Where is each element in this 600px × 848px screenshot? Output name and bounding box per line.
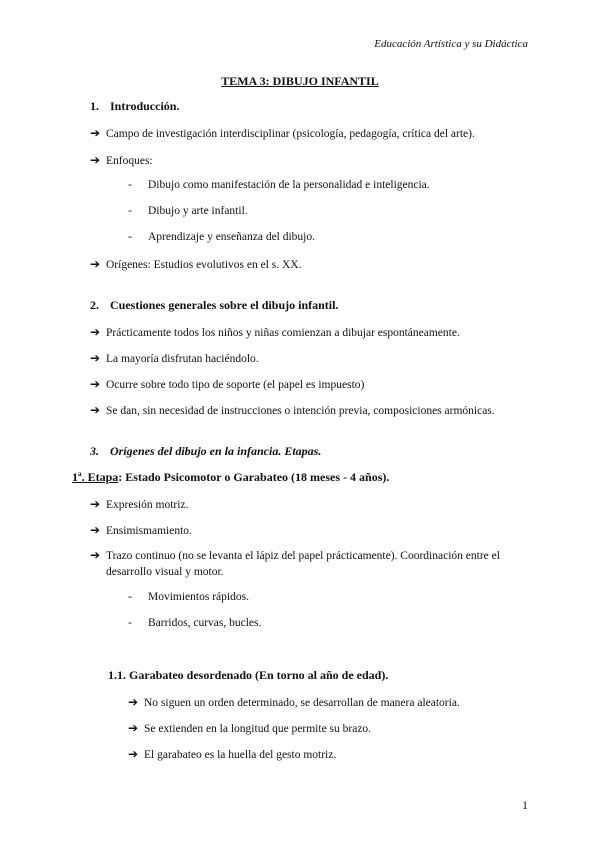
dash-item: - Movimientos rápidos.	[128, 591, 249, 603]
stage-heading	[72, 470, 389, 485]
dash-bullet-icon: -	[128, 617, 132, 629]
dash-item: - Barridos, curvas, bucles.	[128, 617, 262, 629]
dash-item: - Dibujo y arte infantil.	[128, 205, 248, 217]
section-title: Cuestiones generales sobre el dibujo infantil.	[110, 298, 339, 312]
section-number: 2.	[90, 298, 99, 312]
arrow-bullet-icon: ➔	[90, 548, 101, 562]
arrow-bullet-icon: ➔	[90, 497, 101, 511]
page-number: 1	[522, 798, 528, 812]
section-title: Orígenes del dibujo en la infancia. Etapas.	[110, 444, 322, 458]
arrow-bullet-icon: ➔	[90, 325, 101, 339]
arrow-bullet-icon: ➔	[90, 403, 101, 417]
dash-item: - Aprendizaje y enseñanza del dibujo.	[128, 231, 316, 243]
section-heading	[90, 298, 338, 313]
dash-bullet-icon: -	[128, 179, 132, 191]
arrow-bullet-icon: ➔	[90, 523, 101, 537]
page-header: Educación Artística y su Didáctica	[374, 38, 528, 50]
bullet-item: ➔ La mayoría disfrutan haciéndolo.	[90, 351, 259, 365]
section-heading	[90, 99, 179, 114]
bullet-item: ➔ Ocurre sobre todo tipo de soporte (el papel es impuesto)	[90, 377, 365, 391]
dash-bullet-icon: -	[128, 205, 132, 217]
bullet-item: ➔ Campo de investigación interdisciplinar (psicología, pedagogía, crítica del arte).	[90, 126, 475, 140]
arrow-bullet-icon: ➔	[128, 721, 139, 735]
bullet-item: ➔ Orígenes: Estudios evolutivos en el s. XX.	[90, 257, 302, 271]
section-title: Introducción.	[110, 99, 180, 113]
arrow-bullet-icon: ➔	[90, 126, 101, 140]
arrow-bullet-icon: ➔	[90, 257, 101, 271]
section-heading	[90, 444, 321, 459]
arrow-bullet-icon: ➔	[90, 351, 101, 365]
bullet-item: ➔ Prácticamente todos los niños y niñas comienzan a dibujar espontáneamente.	[90, 325, 460, 339]
stage-label: 1ª. Etapa	[72, 470, 119, 484]
arrow-bullet-icon: ➔	[90, 153, 101, 167]
bullet-item: ➔ Se dan, sin necesidad de instrucciones o intención previa, composiciones armónicas.	[90, 403, 495, 417]
document-title: TEMA 3: DIBUJO INFANTIL	[221, 74, 379, 88]
bullet-item: ➔ Expresión motriz.	[90, 497, 189, 511]
subsection-heading: 1.1. Garabateo desordenado (En torno al año de edad).	[108, 668, 389, 682]
bullet-item: ➔ El garabateo es la huella del gesto motriz.	[128, 747, 337, 761]
dash-item: - Dibujo como manifestación de la personalidad e inteligencia.	[128, 179, 430, 191]
bullet-item: ➔ No siguen un orden determinado, se desarrollan de manera aleatoria.	[128, 695, 460, 709]
bullet-item: ➔ Ensimismamiento.	[90, 523, 192, 537]
bullet-item: ➔ Enfoques:	[90, 153, 153, 167]
bullet-continuation: desarrollo visual y motor.	[106, 566, 224, 578]
bullet-item: ➔ Se extienden en la longitud que permite su brazo.	[128, 721, 372, 735]
dash-bullet-icon: -	[128, 231, 132, 243]
arrow-bullet-icon: ➔	[128, 747, 139, 761]
arrow-bullet-icon: ➔	[90, 377, 101, 391]
arrow-bullet-icon: ➔	[128, 695, 139, 709]
bullet-item: ➔ Trazo continuo (no se levanta el lápiz del papel prácticamente). Coordinación entre el	[90, 548, 500, 562]
dash-bullet-icon: -	[128, 591, 132, 603]
stage-title: : Estado Psicomotor o Garabateo (18 meses - 4 años).	[118, 470, 390, 484]
section-number: 1.	[90, 99, 99, 113]
section-number: 3.	[90, 444, 99, 458]
